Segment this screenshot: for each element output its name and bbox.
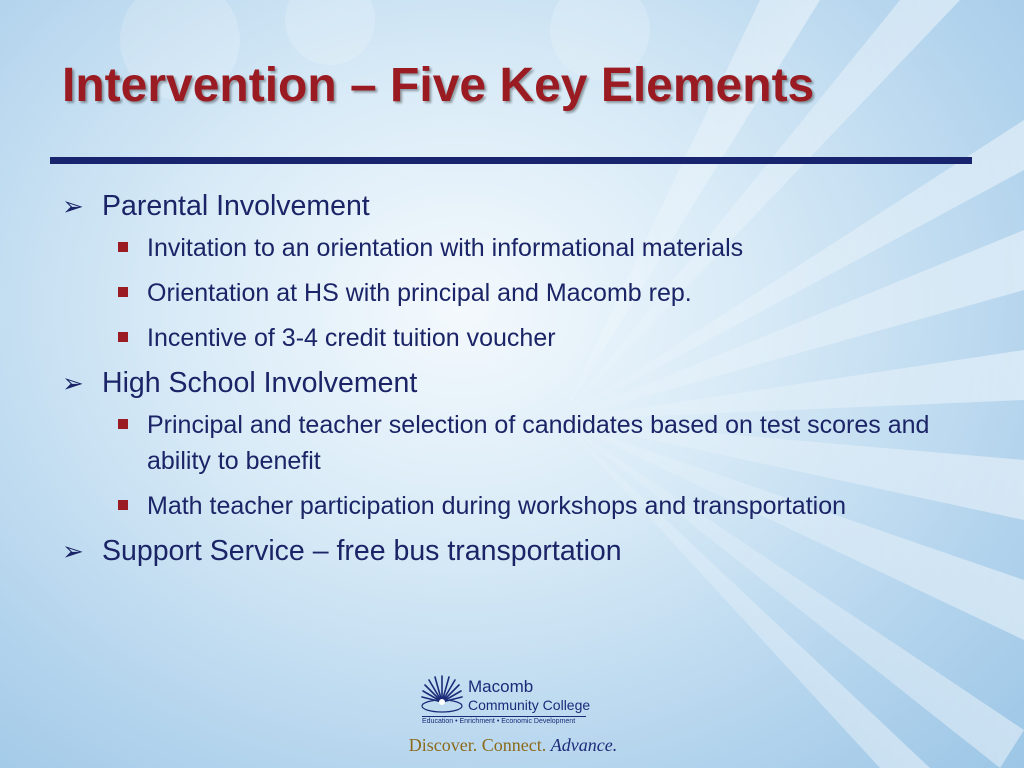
sub-bullet (102, 320, 942, 356)
arrow-bullet-icon: ➢ (62, 536, 84, 566)
sub-bullet-text: Principal and teacher selection of candidates based on test scores and ability to benefit (147, 411, 930, 475)
sub-bullet-list (102, 230, 942, 356)
square-bullet-icon (118, 332, 128, 342)
sub-bullet-text: Math teacher participation during workshops and transportation (147, 492, 847, 520)
logo-motto: Education • Enrichment • Economic Development (422, 718, 576, 725)
square-bullet-icon (118, 419, 128, 429)
tagline-part2: Advance. (550, 735, 618, 755)
tagline-part1: Discover. Connect. (408, 735, 551, 755)
bullet-parental-involvement (62, 188, 942, 356)
sub-bullet-list (102, 407, 942, 524)
square-bullet-icon (118, 500, 128, 510)
square-bullet-icon (118, 287, 128, 297)
college-logo (388, 672, 638, 762)
logo-subname: Community College (468, 697, 591, 713)
bullet-text: Parental Involvement (102, 190, 370, 222)
title-divider (50, 157, 972, 164)
logo-name: Macomb (468, 677, 534, 696)
sub-bullet-text: Invitation to an orientation with informational materials (147, 234, 744, 262)
arrow-bullet-icon: ➢ (62, 191, 84, 221)
bullet-text: Support Service – free bus transportation (102, 535, 622, 567)
sub-bullet-text: Incentive of 3-4 credit tuition voucher (147, 324, 556, 352)
slide-title: Intervention – Five Key Elements (62, 59, 815, 112)
sunburst-logo-icon (420, 672, 464, 716)
sub-bullet (102, 230, 942, 266)
tagline (388, 735, 638, 756)
sub-bullet-text: Orientation at HS with principal and Macomb rep. (147, 279, 692, 307)
arrow-bullet-icon: ➢ (62, 368, 84, 398)
bullet-high-school-involvement (62, 365, 942, 524)
bullet-support-service (62, 533, 942, 569)
sub-bullet (102, 488, 942, 524)
sub-bullet (102, 275, 942, 311)
square-bullet-icon (118, 242, 128, 252)
sub-bullet (102, 407, 942, 479)
logo-divider (422, 716, 586, 717)
bullet-list (62, 188, 942, 577)
bullet-text: High School Involvement (102, 367, 418, 399)
